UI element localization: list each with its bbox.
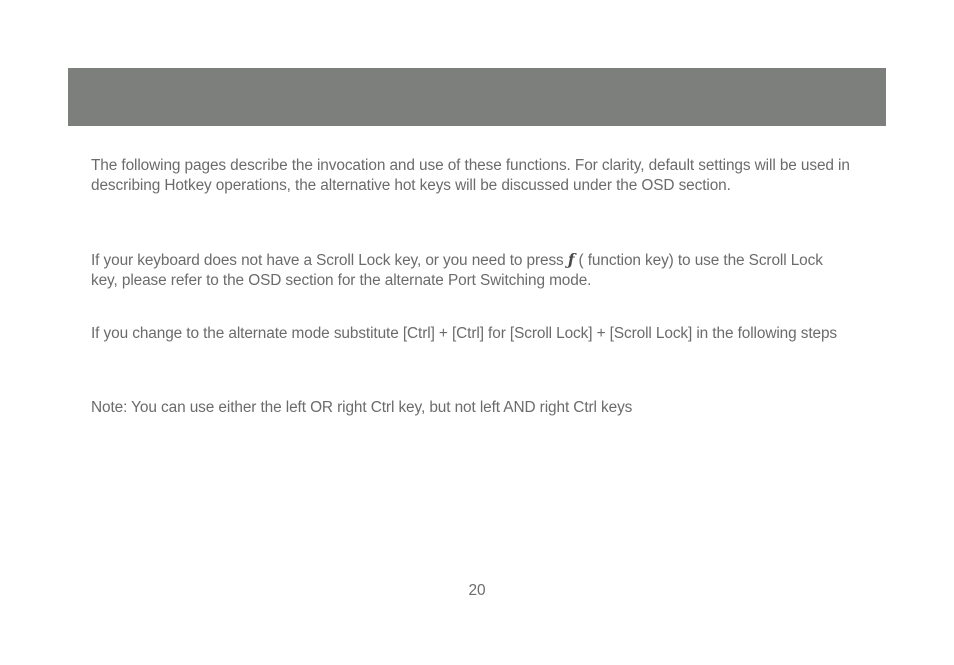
paragraph-note: Note: You can use either the left OR right Ctrl key, but not left AND right Ctrl keys — [91, 399, 633, 416]
function-key-symbol: ƒ — [567, 251, 575, 269]
paragraph-scroll-lock-text-end: ( function key) to use the Scroll Lock key, please refer to the OSD section for the alternate Port Switching mode. — [91, 252, 823, 289]
page-number: 20 — [468, 582, 486, 599]
paragraph-intro: The following pages describe the invocation and use of these functions. For clarity, default settings will be used in describing Hotkey operations, the alternative hot keys will be discussed under the OSD section. — [91, 157, 850, 194]
paragraph-scroll-lock — [91, 250, 851, 291]
header-bar — [68, 68, 886, 126]
paragraph-alternate-mode: If you change to the alternate mode substitute [Ctrl] + [Ctrl] for [Scroll Lock] + [Scroll Lock] in the following steps — [91, 325, 838, 342]
paragraph-scroll-lock-text-start: If your keyboard does not have a Scroll Lock key, or you need to press — [91, 252, 568, 269]
